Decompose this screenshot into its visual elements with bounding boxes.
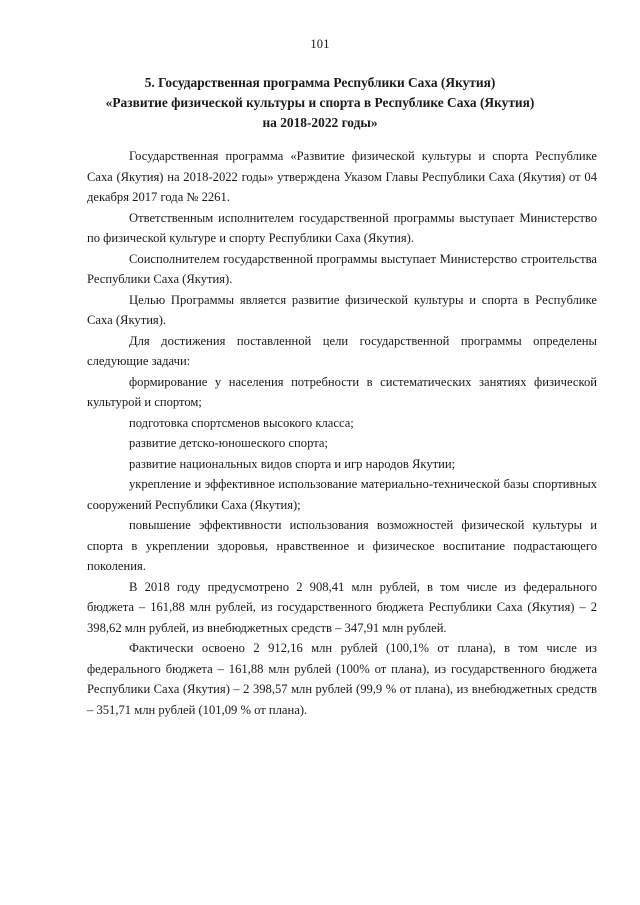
heading-line-2: «Развитие физической культуры и спорта в Республике Саха (Якутия) <box>105 95 535 110</box>
task-item: развитие детско-юношеского спорта; <box>129 436 328 450</box>
task-item: развитие национальных видов спорта и игр народов Якутии; <box>129 456 456 471</box>
page-number: 101 <box>310 37 330 51</box>
heading-line-3: на 2018-2022 годы» <box>262 115 378 130</box>
paragraph-program-goal: Целью Программы является развитие физической культуры и спорта в Республике Саха (Якутия). <box>87 292 597 327</box>
paragraph-actual-funding: Фактически освоено 2 912,16 млн рублей (100,1% от плана), в том числе из федерального бюджета – 161,88 млн рублей (100% от плана), из государственного бюджета Республики Саха (Якутия) – 2 398,57 млн рублей (99,9 % от плана), из внебюджетных средств – 351,71 млн рублей (101,09 % от плана). <box>87 641 597 717</box>
paragraph-program-approval: Государственная программа «Развитие физической культуры и спорта Республике Саха (Якутия) на 2018-2022 годы» утверждена Указом Главы Республики Саха (Якутия) от 04 декабря 2017 года № 2261. <box>87 149 597 204</box>
task-item: формирование у населения потребности в систематических занятиях физической культурой и спортом; <box>87 374 597 409</box>
document-body <box>87 146 597 720</box>
task-item: укрепление и эффективное использование материально-технической базы спортивных сооружений Республики Саха (Якутия); <box>87 477 597 512</box>
paragraph-responsible-executor: Ответственным исполнителем государственной программы выступает Министерство по физической культуре и спорту Республики Саха (Якутия). <box>87 210 597 245</box>
paragraph-tasks-intro: Для достижения поставленной цели государственной программы определены следующие задачи: <box>87 333 597 368</box>
paragraph-planned-funding: В 2018 году предусмотрено 2 908,41 млн рублей, в том числе из федерального бюджета – 161,88 млн рублей, из государственного бюджета Республики Саха (Якутия) – 2 398,62 млн рублей, из внебюджетных средств – 347,91 млн рублей. <box>87 579 597 635</box>
task-item: подготовка спортсменов высокого класса; <box>129 415 354 430</box>
task-item: повышение эффективности использования возможностей физической культуры и спорта в укреплении здоровья, нравственное и физическое воспитание подрастающего поколения. <box>87 518 597 573</box>
section-heading <box>60 73 580 133</box>
paragraph-co-executor: Соисполнителем государственной программы выступает Министерство строительства Республики Саха (Якутия). <box>87 251 597 286</box>
heading-line-1: 5. Государственная программа Республики Саха (Якутия) <box>144 75 496 90</box>
